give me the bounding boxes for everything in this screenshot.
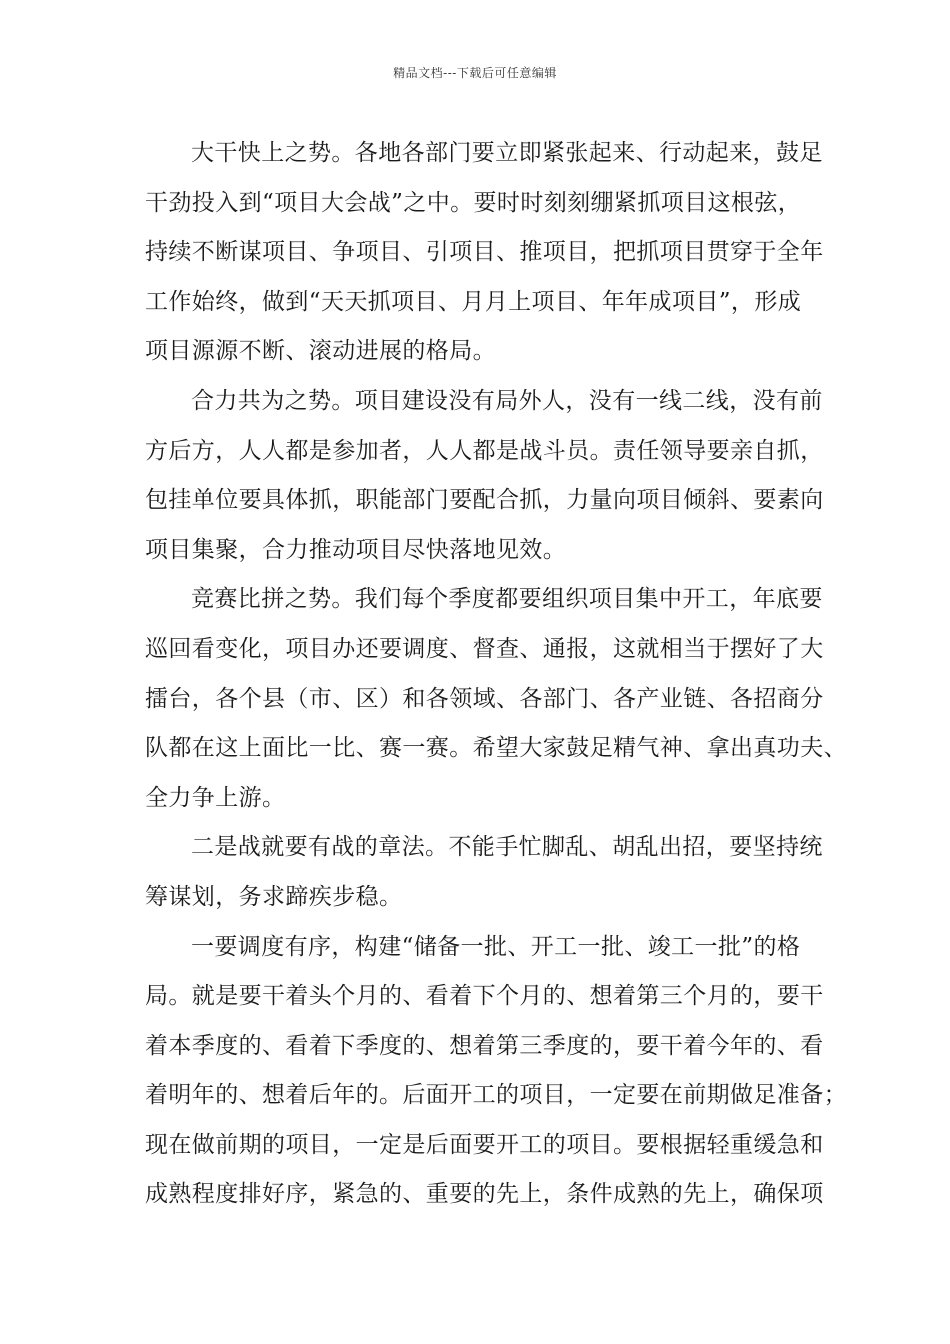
- document-body: [145, 129, 847, 1220]
- text-line: 干劲投入到“项目大会战”之中。要时时刻刻绷紧抓项目这根弦，: [145, 189, 802, 216]
- text-line: 擂台，各个县（市、区）和各领域、各部门、各产业链、各招商分: [145, 685, 824, 712]
- text-line: 一要调度有序，构建“储备一批、开工一批、竣工一批”的格: [191, 933, 801, 960]
- text-line: 包挂单位要具体抓，职能部门要配合抓，力量向项目倾斜、要素向: [145, 487, 824, 514]
- text-line: 竞赛比拼之势。我们每个季度都要组织项目集中开工，年底要: [191, 586, 823, 613]
- text-line: 局。就是要干着头个月的、看着下个月的、想着第三个月的，要干: [145, 983, 824, 1010]
- paragraph-4: [145, 823, 825, 922]
- paragraph-3: [145, 575, 847, 823]
- paragraph-2: [145, 377, 825, 575]
- text-line: 着本季度的、看着下季度的、想着第三季度的，要干着今年的、看: [145, 1032, 824, 1059]
- text-line: 大干快上之势。各地各部门要立即紧张起来、行动起来，鼓足: [191, 140, 823, 166]
- text-line: 成熟程度排好序，紧急的、重要的先上，条件成熟的先上，确保项: [145, 1181, 824, 1208]
- text-line: 工作始终，做到“天天抓项目、月月上项目、年年成项目”，形成: [145, 288, 802, 315]
- text-line: 巡回看变化，项目办还要调度、督查、通报，这就相当于摆好了大: [145, 635, 824, 662]
- text-line: 全力争上游。: [145, 784, 286, 811]
- text-line: 项目源源不断、滚动进展的格局。: [145, 338, 496, 365]
- text-line: 现在做前期的项目，一定是后面要开工的项目。要根据轻重缓急和: [145, 1131, 824, 1158]
- text-line: 方后方，人人都是参加者，人人都是战斗员。责任领导要亲自抓，: [145, 437, 824, 464]
- text-line: 着明年的、想着后年的。后面开工的项目，一定要在前期做足准备；: [145, 1082, 847, 1109]
- text-line: 项目集聚，合力推动项目尽快落地见效。: [145, 536, 567, 563]
- text-line: 合力共为之势。项目建设没有局外人，没有一线二线，没有前: [191, 387, 823, 414]
- page-header: 精品文档---下载后可任意编辑: [393, 66, 557, 80]
- paragraph-1: [145, 129, 825, 377]
- text-line: 队都在这上面比一比、赛一赛。希望大家鼓足精气神、拿出真功夫、: [145, 735, 847, 762]
- text-line: 持续不断谋项目、争项目、引项目、推项目，把抓项目贯穿于全年: [145, 239, 824, 266]
- text-line: 二是战就要有战的章法。不能手忙脚乱、胡乱出招，要坚持统: [191, 834, 823, 861]
- text-line: 筹谋划，务求蹄疾步稳。: [145, 883, 403, 910]
- paragraph-5: [145, 923, 847, 1221]
